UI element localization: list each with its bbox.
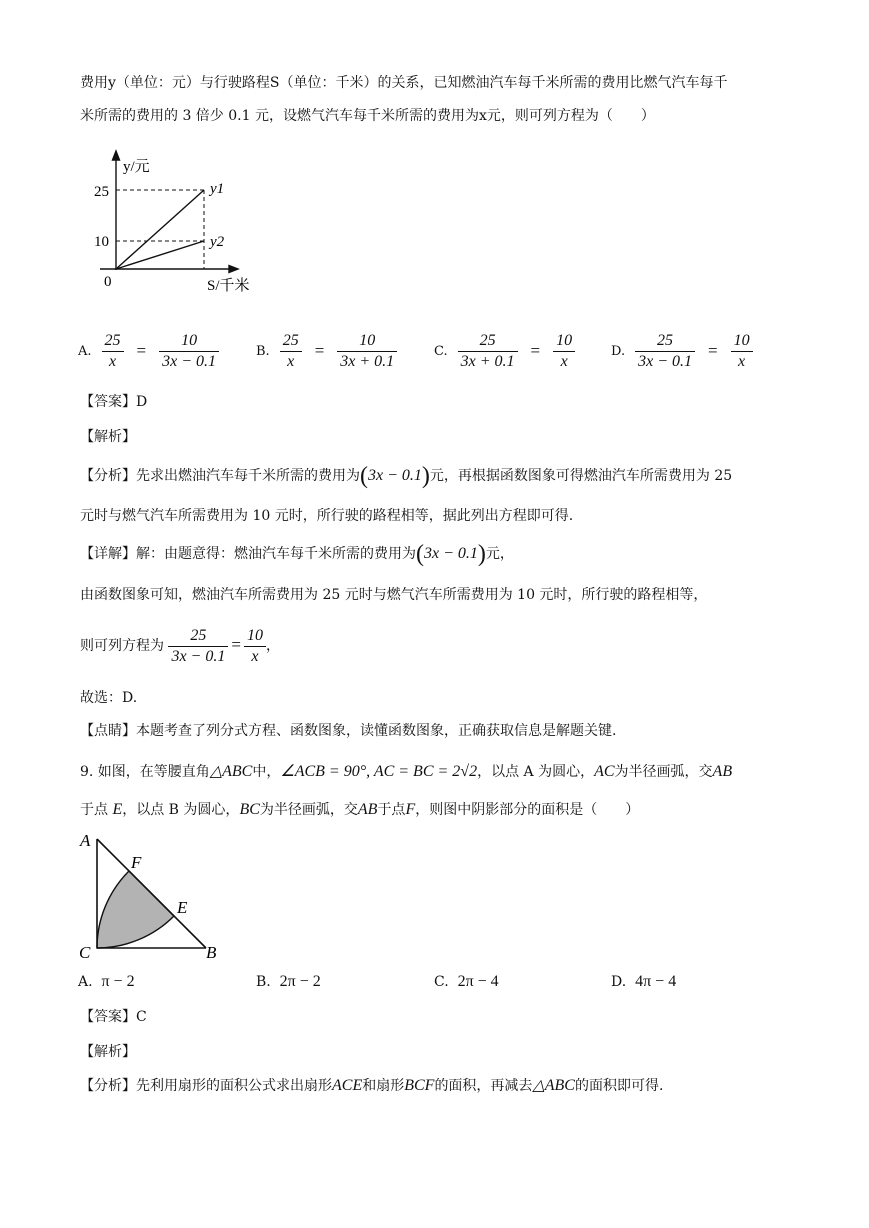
fraction: $\frac{10}{3x + 0.1}$: [337, 331, 397, 372]
expr: 3x − 0.1: [368, 467, 422, 484]
q8-graph: [85, 145, 275, 300]
condition: ∠ACB = 90°, AC = BC = 2√2: [280, 763, 478, 780]
label-e: E: [177, 898, 188, 917]
option-label: D.: [611, 343, 626, 359]
x-axis-arrow: [229, 266, 238, 273]
fraction: $\frac{10}{x}$: [244, 626, 266, 667]
option-label: A.: [78, 343, 92, 359]
y-tick-25: 25: [94, 184, 109, 200]
fraction: $\frac{10}{x}$: [553, 331, 575, 372]
q9-option-a[interactable]: A. π − 2: [78, 973, 135, 990]
q8-option-c[interactable]: C. $\frac{25}{3x + 0.1}$ = $\frac{10}{x}$: [434, 328, 575, 374]
q9-jiexi: 【解析】: [80, 1044, 136, 1060]
q8-stem-line1: 费用y（单位：元）与行驶路程S（单位：千米）的关系，已知燃油汽车每千米所需的费用比燃气汽车每千: [80, 75, 728, 91]
line-y1: [116, 190, 204, 269]
q9-figure: [75, 828, 225, 963]
fenxi-tag: 【分析】: [80, 468, 136, 484]
fraction: $\frac{25}{x}$: [102, 331, 124, 372]
q9-stem-line2: 于点 E，以点 B 为圆心，BC为半径画弧，交AB于点F，则图中阴影部分的面积是（ ）: [80, 801, 640, 818]
shaded-region: [97, 871, 174, 948]
line-label-y2: y2: [210, 234, 225, 250]
fraction: $\frac{25}{3x - 0.1}$: [168, 626, 228, 667]
fraction: $\frac{10}{x}$: [731, 331, 753, 372]
x-axis-label: S/千米: [207, 278, 250, 294]
q8-fenxi-line2: 元时与燃气汽车所需费用为 10 元时，所行驶的路程相等，据此列出方程即可得.: [80, 508, 574, 524]
q8-xiangjie-line1: 【详解】解：由题意得：燃油汽车每千米所需的费用为(3x − 0.1)元，: [80, 541, 514, 567]
fraction: $\frac{25}{3x - 0.1}$: [635, 331, 695, 372]
origin-label: 0: [104, 274, 112, 290]
q8-jiexi: 【解析】: [80, 429, 136, 445]
q8-stem-line2: 米所需的费用的 3 倍少 0.1 元，设燃气汽车每千米所需的费用为x元，则可列方程为（ ）: [80, 108, 655, 124]
q9-fenxi: 【分析】先利用扇形的面积公式求出扇形ACE和扇形BCF的面积，再减去△ABC的面积即可得.: [80, 1077, 664, 1094]
fraction: $\frac{25}{x}$: [280, 331, 302, 372]
y-axis-label: y/元: [123, 159, 150, 175]
q8-option-d[interactable]: D. $\frac{25}{3x - 0.1}$ = $\frac{10}{x}$: [611, 328, 753, 374]
fraction: $\frac{25}{3x + 0.1}$: [458, 331, 518, 372]
q8-dianjing: 【点睛】本题考查了列分式方程、函数图象，读懂函数图象，正确获取信息是解题关键.: [80, 723, 617, 739]
q9-option-d[interactable]: D. 4π − 4: [611, 973, 677, 990]
dianjing-tag: 【点睛】: [80, 723, 136, 739]
q9-stem-line1: 9. 如图，在等腰直角△ABC中，∠ACB = 90°, AC = BC = 2√2，以点 A 为圆心，AC为半径画弧，交AB: [80, 763, 733, 780]
y-axis-arrow: [113, 151, 120, 160]
q8-option-b[interactable]: B. $\frac{25}{x}$ = $\frac{10}{3x + 0.1}$: [256, 328, 397, 374]
q8-guxuan: 故选：D.: [80, 690, 138, 706]
fenxi-tag: 【分析】: [80, 1078, 136, 1094]
q8-option-a[interactable]: A. $\frac{25}{x}$ = $\frac{10}{3x - 0.1}$: [78, 328, 219, 374]
label-c: C: [79, 943, 91, 962]
q8-fenxi-line1: 【分析】先求出燃油汽车每千米所需的费用为(3x − 0.1)元，再根据函数图象可得燃油汽车所需费用为 25: [80, 463, 733, 489]
q8-xiangjie-line3: 则可列方程为 $\frac{25}{3x - 0.1}$ = $\frac{10}{x}$ ，: [80, 626, 280, 665]
option-label: B.: [256, 343, 270, 359]
y-tick-10: 10: [94, 234, 109, 250]
q9-answer: 【答案】C: [80, 1009, 147, 1025]
line-label-y1: y1: [210, 181, 225, 197]
q8-xiangjie-line2: 由函数图象可知，燃油汽车所需费用为 25 元时与燃气汽车所需费用为 10 元时，所行驶的路程相等，: [80, 587, 708, 603]
label-f: F: [131, 853, 142, 872]
fraction: $\frac{10}{3x - 0.1}$: [159, 331, 219, 372]
expr: 3x − 0.1: [424, 545, 478, 562]
xiangjie-tag: 【详解】: [80, 546, 136, 562]
line-y2: [116, 241, 204, 269]
label-a: A: [80, 831, 91, 850]
q9-option-c[interactable]: C. 2π − 4: [434, 973, 499, 990]
option-label: C.: [434, 343, 448, 359]
q8-answer: 【答案】D: [80, 394, 148, 410]
q9-option-b[interactable]: B. 2π − 2: [256, 973, 321, 990]
label-b: B: [206, 943, 217, 962]
